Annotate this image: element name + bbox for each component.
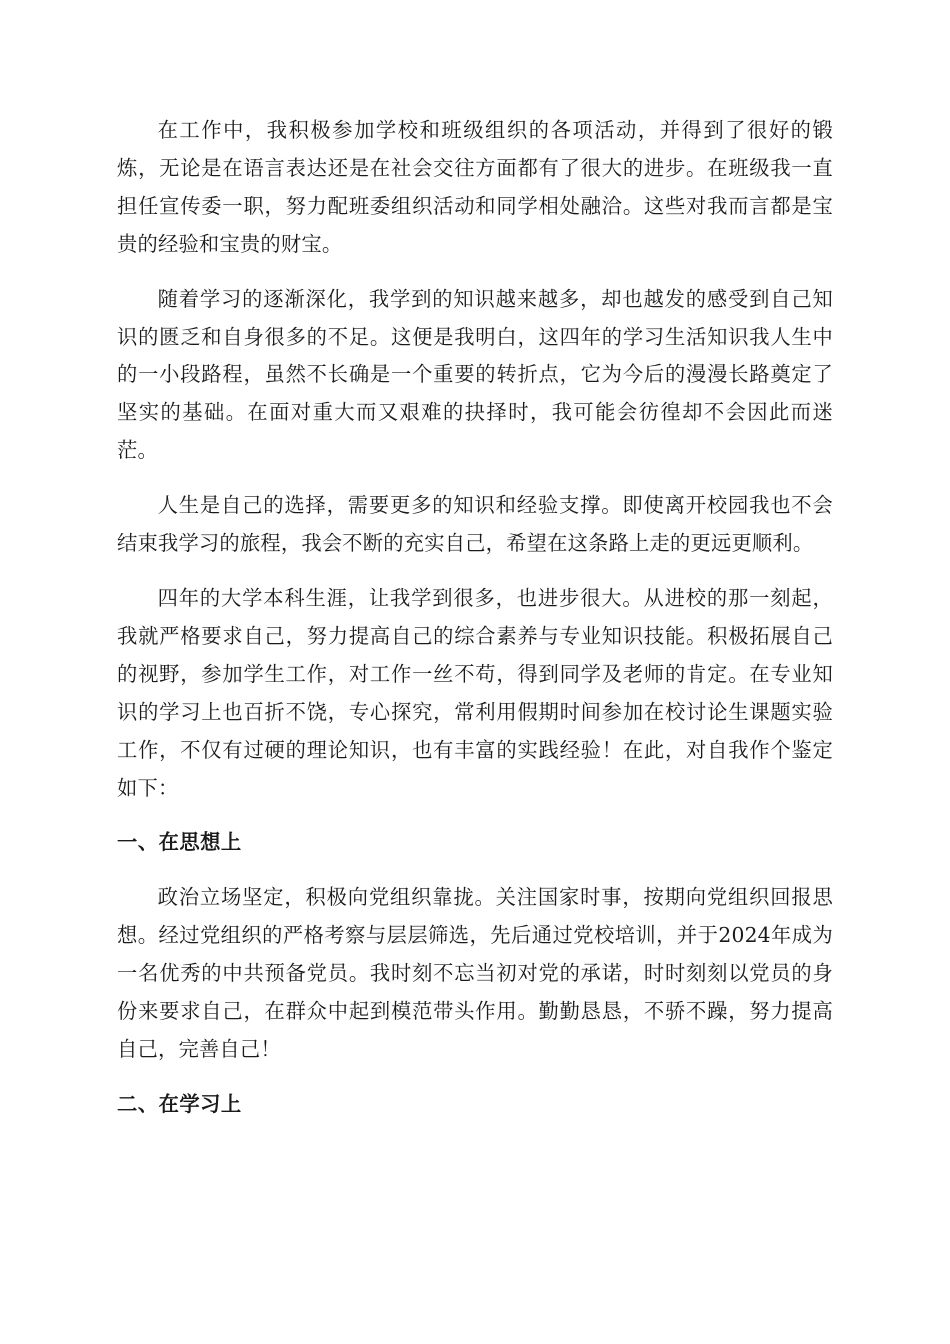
paragraph-four-years: 四年的大学本科生涯，让我学到很多，也进步很大。从进校的那一刻起，我就严格要求自己，努力提高自己的综合素养与专业知识技能。积极拓展自己的视野，参加学生工作，对工作一丝不苟，得到同学及老师的肯定。在专业知识的学习上也百折不饶，专心探究，常利用假期时间参加在校讨论生课题实验工作，不仅有过硬的理论知识，也有丰富的实践经验！在此，对自我作个鉴定如下：	[117, 585, 833, 800]
paragraph-learning-deepening: 随着学习的逐渐深化，我学到的知识越来越多，却也越发的感受到自己知识的匮乏和自身很多的不足。这便是我明白，这四年的学习生活知识我人生中的一小段路程，虽然不长确是一个重要的转折点，它为今后的漫漫长路奠定了坚实的基础。在面对重大而又艰难的抉择时，我可能会彷徨却不会因此而迷茫。	[117, 286, 833, 463]
document-page	[117, 112, 833, 1141]
section-heading-ideology: 一、在思想上	[117, 830, 242, 855]
paragraph-ideology: 政治立场坚定，积极向党组织靠拢。关注国家时事，按期向党组织回报思想。经过党组织的严格考察与层层筛选，先后通过党校培训，并于2024年成为一名优秀的中共预备党员。我时刻不忘当初对党的承诺，时时刻刻以党员的身份来要求自己，在群众中起到模范带头作用。勤勤恳恳，不骄不躁，努力提高自己，完善自己！	[117, 885, 833, 1061]
section-heading-study: 二、在学习上	[117, 1091, 242, 1116]
paragraph-work-activities: 在工作中，我积极参加学校和班级组织的各项活动，并得到了很好的锻炼，无论是在语言表达还是在社会交往方面都有了很大的进步。在班级我一直担任宣传委一职，努力配班委组织活动和同学相处融洽。这些对我而言都是宝贵的经验和宝贵的财宝。	[117, 118, 833, 256]
paragraph-life-choice: 人生是自己的选择，需要更多的知识和经验支撑。即使离开校园我也不会结束我学习的旅程，我会不断的充实自己，希望在这条路上走的更远更顺利。	[117, 493, 833, 556]
